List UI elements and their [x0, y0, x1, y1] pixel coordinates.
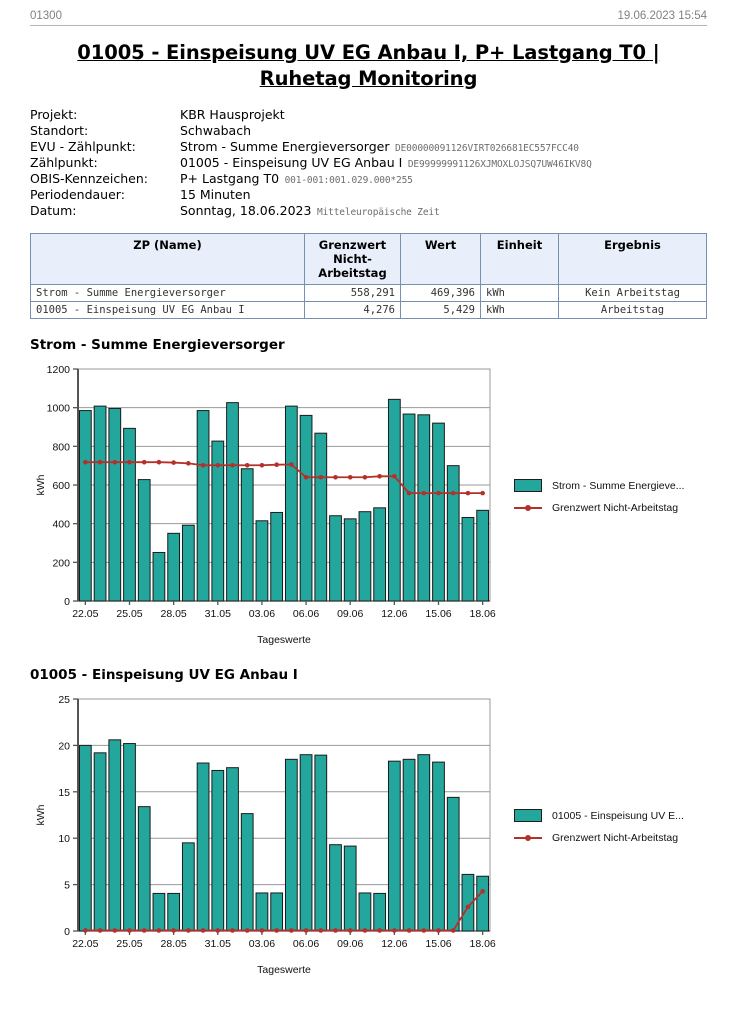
legend-item-bar — [514, 479, 684, 492]
xtick-label: 31.05 — [204, 608, 231, 621]
limit-line-point — [421, 929, 426, 934]
bar — [79, 746, 91, 932]
limit-line-point — [451, 929, 456, 934]
table-row — [31, 302, 707, 319]
cell-grenzwert: 558,291 — [305, 285, 401, 302]
xtick-label: 28.05 — [160, 608, 187, 621]
bar — [153, 553, 165, 602]
col-ergebnis: Ergebnis — [559, 234, 707, 285]
legend-bar-label: Strom - Summe Energieve... — [552, 479, 685, 492]
cell-wert: 5,429 — [401, 302, 481, 319]
limit-line-point — [348, 929, 353, 934]
metadata-value-main: 01005 - Einspeisung UV EG Anbau I — [180, 155, 403, 171]
xtick-label: 18.06 — [469, 608, 496, 621]
x-axis-label: Tageswerte — [257, 964, 311, 977]
bar — [197, 764, 209, 932]
ytick-label: 400 — [52, 519, 70, 532]
metadata-label: Projekt: — [30, 107, 78, 123]
xtick-label: 22.05 — [72, 938, 99, 951]
limit-line-point — [348, 475, 353, 480]
cell-einheit: kWh — [481, 302, 559, 319]
chart-2-wrap — [30, 689, 707, 979]
metadata-value — [180, 123, 592, 139]
metadata-value-sub: DE00000091126VIRT026681EC557FCC40 — [389, 143, 579, 155]
col-wert: Wert — [401, 234, 481, 285]
table-row — [31, 285, 707, 302]
bar — [109, 740, 121, 931]
ytick-label: 0 — [64, 596, 70, 609]
cell-ergebnis: Arbeitstag — [559, 302, 707, 319]
limit-line-point — [127, 460, 132, 465]
header-timestamp: 19.06.2023 15:54 — [617, 10, 707, 22]
chart-2-title: 01005 - Einspeisung UV EG Anbau I — [30, 667, 298, 684]
bar — [388, 400, 400, 602]
limit-line-point — [245, 463, 250, 468]
col-einheit: Einheit — [481, 234, 559, 285]
cell-zp-name: 01005 - Einspeisung UV EG Anbau I — [31, 302, 305, 319]
bar — [418, 415, 430, 601]
ytick-label: 1200 — [46, 364, 70, 377]
cell-wert: 469,396 — [401, 285, 481, 302]
bar — [182, 843, 194, 931]
xtick-label: 06.06 — [292, 608, 320, 621]
bar — [168, 894, 180, 932]
bar — [168, 534, 180, 602]
limit-line-point — [289, 463, 294, 468]
limit-line-point — [274, 929, 279, 934]
limit-line-point — [171, 461, 176, 466]
bar — [300, 416, 312, 602]
xtick-label: 15.06 — [425, 938, 452, 951]
limit-line-point — [392, 474, 397, 479]
col-zp-name: ZP (Name) — [31, 234, 305, 285]
metadata-row — [30, 187, 592, 203]
metadata-row — [30, 107, 592, 123]
ytick-label: 0 — [64, 926, 70, 939]
chart-1-legend — [514, 479, 684, 523]
limit-line-point — [407, 491, 412, 496]
cell-einheit: kWh — [481, 285, 559, 302]
limit-line-point — [201, 463, 206, 468]
limit-line-point — [466, 905, 471, 910]
limit-line-point — [98, 929, 103, 934]
ytick-label: 800 — [52, 441, 70, 454]
limit-line-point — [245, 929, 250, 934]
results-table-header-row — [31, 234, 707, 285]
bar — [271, 513, 283, 602]
metadata-value-main: Sonntag, 18.06.2023 — [180, 203, 312, 219]
limit-line-point — [230, 463, 235, 468]
metadata-label: Datum: — [30, 203, 77, 219]
bar — [212, 771, 224, 932]
bar — [285, 760, 297, 932]
metadata-value-main: KBR Hausprojekt — [180, 107, 285, 123]
bar — [256, 893, 268, 931]
xtick-label: 09.06 — [337, 938, 364, 951]
header-report-number: 01300 — [30, 10, 62, 22]
x-axis-label: Tageswerte — [257, 634, 311, 647]
metadata-value-main: 15 Minuten — [180, 187, 251, 203]
bar — [403, 760, 415, 932]
bar — [418, 755, 430, 931]
metadata-value-main: Strom - Summe Energieversorger — [180, 139, 390, 155]
metadata-row — [30, 171, 592, 187]
metadata-row — [30, 155, 592, 171]
limit-line-point — [112, 460, 117, 465]
bar — [124, 744, 136, 931]
xtick-label: 25.05 — [116, 608, 143, 621]
limit-line-point — [157, 460, 162, 465]
limit-line-point — [436, 491, 441, 496]
metadata-label: OBIS-Kennzeichen: — [30, 171, 148, 187]
limit-line-point — [142, 929, 147, 934]
xtick-label: 09.06 — [337, 608, 364, 621]
limit-line-point — [304, 475, 309, 480]
bar — [374, 508, 386, 601]
xtick-label: 06.06 — [292, 938, 320, 951]
bar — [344, 519, 356, 601]
metadata-value-sub: 001-001:001.029.000*255 — [279, 175, 413, 187]
bar — [374, 894, 386, 932]
limit-line-point — [260, 929, 265, 934]
page-title: 01005 - Einspeisung UV EG Anbau I, P+ Lastgang T0 | Ruhetag Monitoring — [77, 41, 660, 90]
chart-1-wrap — [30, 359, 707, 649]
limit-line-point — [127, 929, 132, 934]
metadata-value — [180, 187, 592, 203]
page-header — [30, 0, 707, 26]
ytick-label: 10 — [58, 833, 70, 846]
limit-line-point — [436, 929, 441, 934]
limit-line-point — [215, 463, 220, 468]
limit-line-point — [333, 475, 338, 480]
ytick-label: 5 — [64, 880, 70, 893]
chart-1-title: Strom - Summe Energieversorger — [30, 337, 285, 354]
bar — [271, 893, 283, 931]
limit-line-point — [451, 491, 456, 496]
xtick-label: 12.06 — [381, 938, 408, 951]
limit-line-point — [363, 475, 368, 480]
ytick-label: 600 — [52, 480, 70, 493]
legend-bar-swatch — [514, 479, 542, 492]
metadata-value — [180, 139, 592, 155]
metadata-value — [180, 171, 592, 187]
xtick-label: 31.05 — [204, 938, 231, 951]
bar — [403, 415, 415, 602]
bar — [477, 511, 489, 602]
limit-line-point — [377, 474, 382, 479]
bar — [153, 894, 165, 932]
xtick-label: 03.06 — [248, 938, 276, 951]
limit-line-point — [466, 491, 471, 496]
limit-line-point — [83, 929, 88, 934]
chart-1-plot — [30, 359, 500, 649]
bar — [227, 403, 239, 601]
cell-zp-name: Strom - Summe Energieversorger — [31, 285, 305, 302]
legend-bar-swatch — [514, 809, 542, 822]
metadata-value-main: P+ Lastgang T0 — [180, 171, 280, 187]
xtick-label: 25.05 — [116, 938, 143, 951]
metadata-label: EVU - Zählpunkt: — [30, 139, 136, 155]
bar — [182, 526, 194, 602]
ytick-label: 15 — [58, 787, 70, 800]
metadata-value — [180, 155, 592, 171]
chart-2-plot — [30, 689, 500, 979]
y-axis-label: kWh — [35, 804, 47, 826]
limit-line-point — [215, 929, 220, 934]
limit-line-point — [407, 929, 412, 934]
limit-line-point — [171, 929, 176, 934]
limit-line-point — [274, 463, 279, 468]
legend-line-swatch — [514, 501, 542, 514]
bar — [94, 753, 106, 931]
metadata-value-main: Schwabach — [180, 123, 252, 139]
xtick-label: 15.06 — [425, 608, 452, 621]
bar — [315, 434, 327, 602]
limit-line-point — [186, 462, 191, 467]
bar — [124, 429, 136, 602]
bar — [94, 407, 106, 602]
metadata-row — [30, 203, 592, 219]
limit-line-point — [186, 929, 191, 934]
limit-line-point — [304, 929, 309, 934]
bar — [285, 407, 297, 602]
xtick-label: 22.05 — [72, 608, 99, 621]
bar — [256, 521, 268, 601]
ytick-label: 1000 — [46, 403, 70, 416]
metadata-label: Standort: — [30, 123, 89, 139]
legend-item-line — [514, 501, 684, 514]
bar — [315, 756, 327, 932]
cell-ergebnis: Kein Arbeitstag — [559, 285, 707, 302]
col-grenzwert: Grenzwert Nicht-Arbeitstag — [305, 234, 401, 285]
limit-line-point — [112, 929, 117, 934]
metadata-row — [30, 139, 592, 155]
limit-line-point — [289, 929, 294, 934]
limit-line-point — [201, 929, 206, 934]
limit-line-point — [421, 491, 426, 496]
chart-1-svg — [30, 359, 500, 649]
limit-line-point — [333, 929, 338, 934]
xtick-label: 12.06 — [381, 608, 408, 621]
bar — [447, 466, 459, 601]
metadata-label: Periodendauer: — [30, 187, 125, 203]
bar — [388, 762, 400, 932]
bar — [330, 845, 342, 931]
limit-line-point — [377, 929, 382, 934]
bar — [197, 411, 209, 601]
metadata-row — [30, 123, 592, 139]
bar — [300, 755, 312, 931]
metadata-table — [30, 107, 592, 219]
bar — [462, 518, 474, 602]
bar — [433, 424, 445, 602]
limit-line-point — [98, 460, 103, 465]
legend-line-swatch — [514, 831, 542, 844]
legend-bar-label: 01005 - Einspeisung UV E... — [552, 809, 684, 822]
chart-2-svg — [30, 689, 500, 979]
limit-line-point — [230, 929, 235, 934]
limit-line-point — [480, 889, 485, 894]
metadata-value-sub: DE99999991126XJMOXLOJSQ7UW46IKV8Q — [402, 159, 592, 171]
bar — [79, 411, 91, 601]
ytick-label: 200 — [52, 557, 70, 570]
bar — [433, 763, 445, 932]
limit-line-point — [480, 491, 485, 496]
limit-line-point — [157, 929, 162, 934]
legend-item-line — [514, 831, 684, 844]
xtick-label: 18.06 — [469, 938, 496, 951]
bar — [241, 469, 253, 601]
limit-line-point — [318, 929, 323, 934]
ytick-label: 20 — [58, 740, 70, 753]
limit-line-point — [83, 460, 88, 465]
metadata-value — [180, 107, 592, 123]
results-table — [30, 233, 707, 319]
cell-grenzwert: 4,276 — [305, 302, 401, 319]
bar — [359, 893, 371, 931]
bar — [138, 480, 150, 601]
limit-line-point — [142, 460, 147, 465]
metadata-value — [180, 203, 592, 219]
xtick-label: 03.06 — [248, 608, 276, 621]
ytick-label: 25 — [58, 694, 70, 707]
bar — [227, 768, 239, 931]
legend-item-bar — [514, 809, 684, 822]
bar — [241, 814, 253, 931]
bar — [344, 847, 356, 932]
metadata-label: Zählpunkt: — [30, 155, 98, 171]
bar — [109, 409, 121, 602]
bar — [359, 512, 371, 601]
xtick-label: 28.05 — [160, 938, 187, 951]
bar — [330, 516, 342, 601]
metadata-value-sub: Mitteleuropäische Zeit — [311, 207, 440, 219]
legend-line-label: Grenzwert Nicht-Arbeitstag — [552, 831, 679, 844]
bar — [138, 807, 150, 931]
y-axis-label: kWh — [35, 474, 47, 496]
limit-line-point — [363, 929, 368, 934]
limit-line-point — [392, 929, 397, 934]
limit-line-point — [260, 463, 265, 468]
bar — [447, 798, 459, 932]
limit-line-point — [318, 475, 323, 480]
legend-line-label: Grenzwert Nicht-Arbeitstag — [552, 501, 679, 514]
chart-2-legend — [514, 809, 684, 853]
bar — [477, 877, 489, 932]
